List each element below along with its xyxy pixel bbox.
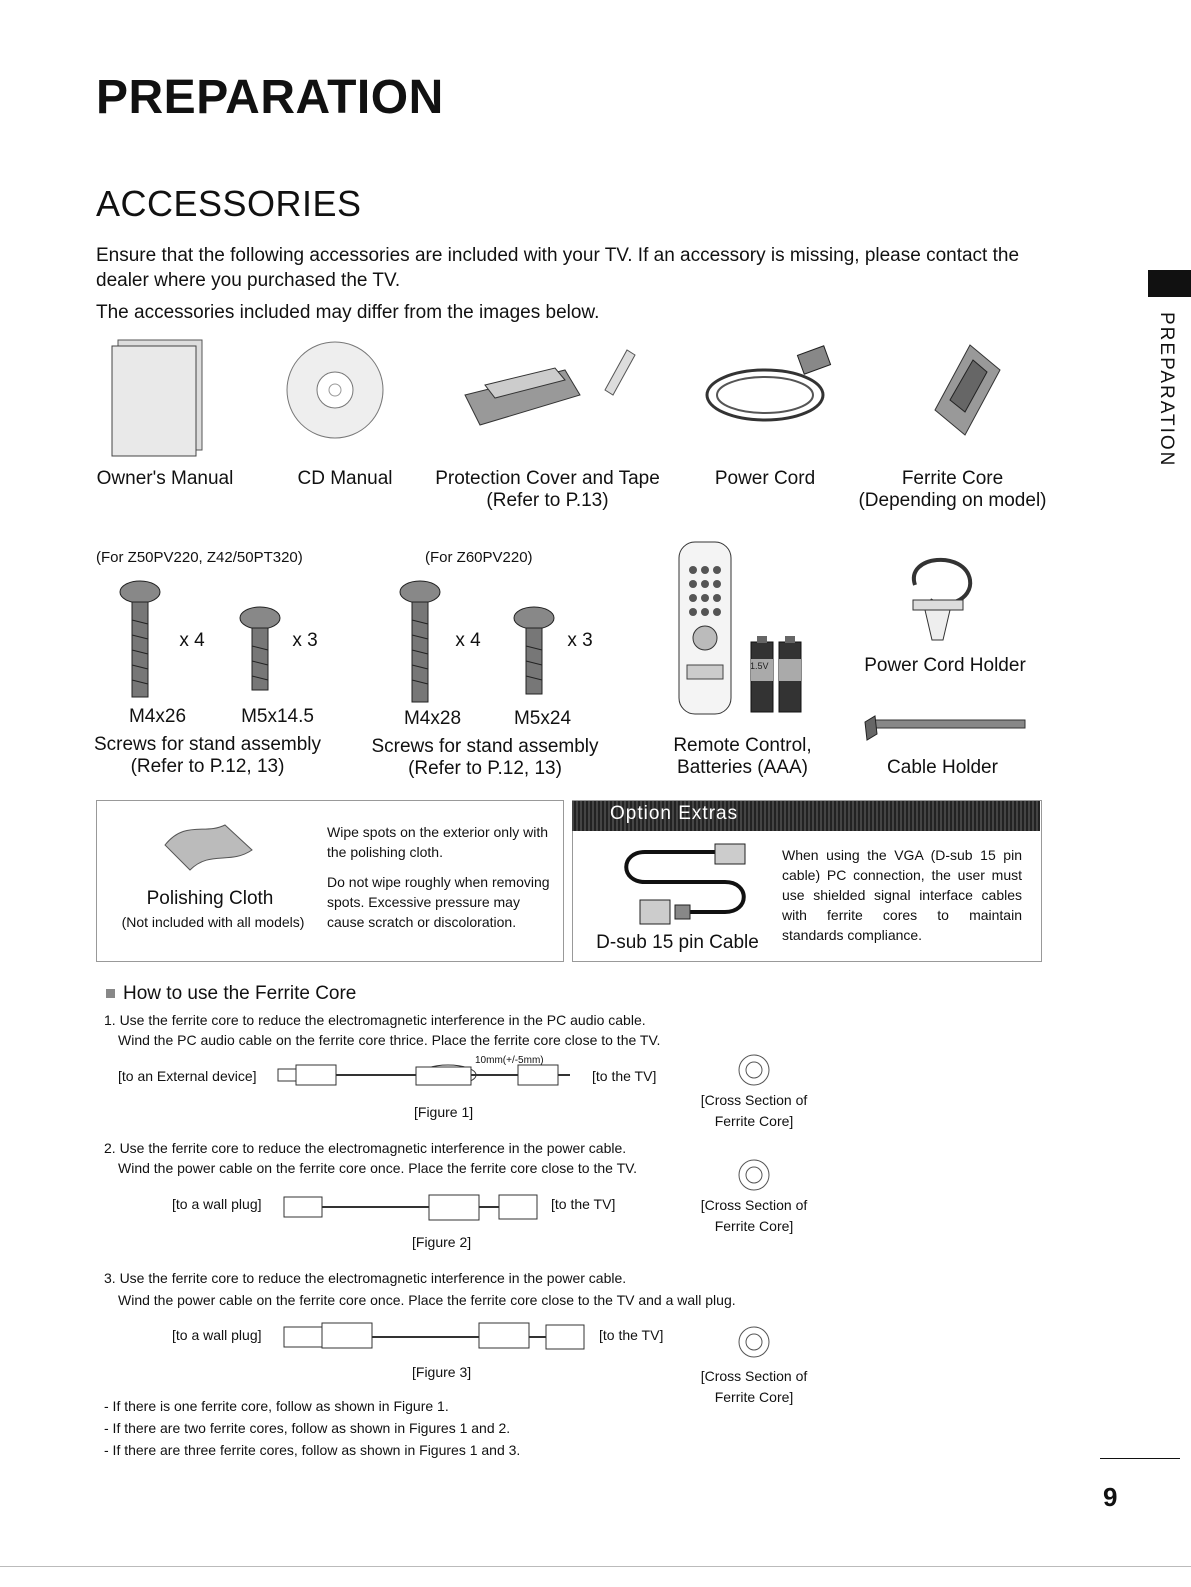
- screw-b-size2: M5x24: [513, 708, 572, 729]
- cross-section-1-line1: [Cross Section of: [700, 1092, 808, 1108]
- fig1-caption: [Figure 1]: [414, 1104, 474, 1120]
- polishing-note-2: Do not wipe roughly when removing spots. Excessive pressure may cause scratch or discoloration.: [327, 874, 550, 930]
- figure3-diagram: [284, 1313, 594, 1358]
- intro-text: Ensure that the following accessories are included with your TV. If an accessory is missing, please contact the dealer where you purchased the TV.: [96, 245, 1020, 291]
- batteries-label: Batteries (AAA): [677, 757, 808, 778]
- power-cord-image: [700, 350, 840, 430]
- cable-holder-image: [865, 712, 1030, 742]
- cross-section-3-line2: Ferrite Core]: [714, 1389, 794, 1405]
- fig3-caption: [Figure 3]: [412, 1364, 472, 1380]
- cross-section-icon-1: [734, 1050, 774, 1090]
- screw-b-count1: x 4: [455, 630, 481, 651]
- screws-b-label: Screws for stand assembly: [371, 736, 599, 757]
- ferrite-note-3: - If there are three ferrite cores, follow as shown in Figures 1 and 3.: [104, 1442, 521, 1458]
- cable-holder-label: Cable Holder: [887, 757, 998, 778]
- option-extras-title: Option Extras: [610, 803, 739, 824]
- power-cord-holder-image: [895, 545, 985, 645]
- power-cord-label: Power Cord: [714, 468, 816, 489]
- protection-cover-label: Protection Cover and Tape: [435, 468, 660, 489]
- page-number: 9: [1103, 1482, 1118, 1512]
- fig1-left-label: [to an External device]: [118, 1068, 257, 1084]
- step2-line-a: 2. Use the ferrite core to reduce the electromagnetic interference in the power cable.: [104, 1140, 627, 1156]
- screws-a-label: Screws for stand assembly: [93, 734, 322, 755]
- screws-b-models: (For Z60PV220): [425, 549, 533, 566]
- page-number-rule: [1100, 1458, 1180, 1459]
- step3-line-b: Wind the power cable on the ferrite core once. Place the ferrite core close to the TV and a wall plug.: [118, 1292, 736, 1308]
- step1-line-b: Wind the PC audio cable on the ferrite core thrice. Place the ferrite core close to the TV.: [118, 1032, 661, 1048]
- section-title: ACCESSORIES: [96, 183, 362, 224]
- figure2-diagram: [284, 1183, 544, 1228]
- fig2-left-label: [to a wall plug]: [172, 1196, 262, 1212]
- power-cord-holder-label: Power Cord Holder: [864, 655, 1026, 676]
- page-bottom-rule: [0, 1566, 1191, 1567]
- polishing-note-1: Wipe spots on the exterior only with the polishing cloth.: [327, 824, 548, 860]
- fig3-left-label: [to a wall plug]: [172, 1327, 262, 1343]
- ferrite-howto-title: How to use the Ferrite Core: [123, 983, 357, 1004]
- ferrite-core-label: Ferrite Core: [901, 468, 1004, 489]
- screw-a-count1: x 4: [179, 630, 205, 651]
- cross-section-icon-3: [734, 1322, 774, 1362]
- screw-b-count2: x 3: [567, 630, 593, 651]
- remote-control-image: [675, 540, 735, 720]
- protection-cover-ref: (Refer to P.13): [486, 490, 609, 511]
- heading-bullet: [106, 989, 115, 998]
- dsub-cable-label: D-sub 15 pin Cable: [596, 932, 759, 953]
- owners-manual-label: Owner's Manual: [96, 468, 234, 489]
- fig1-right-label: [to the TV]: [592, 1068, 657, 1084]
- screw-b-short-image: [512, 606, 562, 698]
- batteries-image: [748, 634, 808, 714]
- step2-line-b: Wind the power cable on the ferrite core once. Place the ferrite core close to the TV.: [118, 1160, 638, 1176]
- dsub-cable-image: [615, 842, 775, 922]
- cd-manual-image: [285, 340, 385, 440]
- fig1-dimension: 10mm(+/-5mm): [475, 1055, 544, 1066]
- side-tab-label: PREPARATION: [1156, 312, 1177, 468]
- protection-cover-image: [455, 340, 655, 430]
- screw-a-size2: M5x14.5: [241, 706, 314, 727]
- cross-section-2-line1: [Cross Section of: [700, 1197, 808, 1213]
- ferrite-note-2: - If there are two ferrite cores, follow as shown in Figures 1 and 2.: [104, 1420, 511, 1436]
- cross-section-1-line2: Ferrite Core]: [714, 1113, 794, 1129]
- screw-a-long-image: [115, 580, 165, 700]
- cross-section-3-line1: [Cross Section of: [700, 1368, 808, 1384]
- side-tab-marker: [1148, 270, 1191, 297]
- ferrite-note-1: - If there is one ferrite core, follow as shown in Figure 1.: [104, 1398, 449, 1414]
- screw-a-size1: M4x26: [128, 706, 187, 727]
- step1-line-a: 1. Use the ferrite core to reduce the electromagnetic interference in the PC audio cable.: [104, 1012, 646, 1028]
- cross-section-icon-2: [734, 1155, 774, 1195]
- screw-b-size1: M4x28: [403, 708, 462, 729]
- battery-voltage-label: 1.5V: [750, 661, 769, 671]
- screw-a-short-image: [238, 606, 288, 696]
- option-extras-text: When using the VGA (D-sub 15 pin cable) PC connection, the user must use shielded signal interface cables with ferrite cores to maintain standards compliance.: [782, 847, 1022, 943]
- fig2-right-label: [to the TV]: [551, 1196, 616, 1212]
- ferrite-core-note: (Depending on model): [858, 490, 1047, 511]
- screws-a-models: (For Z50PV220, Z42/50PT320): [96, 549, 303, 566]
- cross-section-2-line2: Ferrite Core]: [714, 1218, 794, 1234]
- intro-note: The accessories included may differ from the images below.: [96, 302, 600, 323]
- ferrite-core-image: [925, 340, 1005, 440]
- fig3-right-label: [to the TV]: [599, 1327, 664, 1343]
- polishing-cloth-note: (Not included with all models): [121, 914, 305, 930]
- polishing-cloth-image: [160, 815, 260, 875]
- remote-label: Remote Control,: [673, 735, 812, 756]
- step3-line-a: 3. Use the ferrite core to reduce the electromagnetic interference in the power cable.: [104, 1270, 627, 1286]
- fig2-caption: [Figure 2]: [412, 1234, 472, 1250]
- cd-manual-label: CD Manual: [297, 468, 393, 489]
- owners-manual-image: [112, 340, 212, 460]
- screws-a-ref: (Refer to P.12, 13): [130, 756, 285, 777]
- page-title: PREPARATION: [96, 71, 444, 124]
- screws-b-ref: (Refer to P.12, 13): [408, 758, 562, 779]
- screw-a-count2: x 3: [292, 630, 318, 651]
- screw-b-long-image: [395, 580, 445, 705]
- ferrite-howto-heading: [106, 983, 356, 1005]
- polishing-cloth-title: Polishing Cloth: [146, 888, 274, 909]
